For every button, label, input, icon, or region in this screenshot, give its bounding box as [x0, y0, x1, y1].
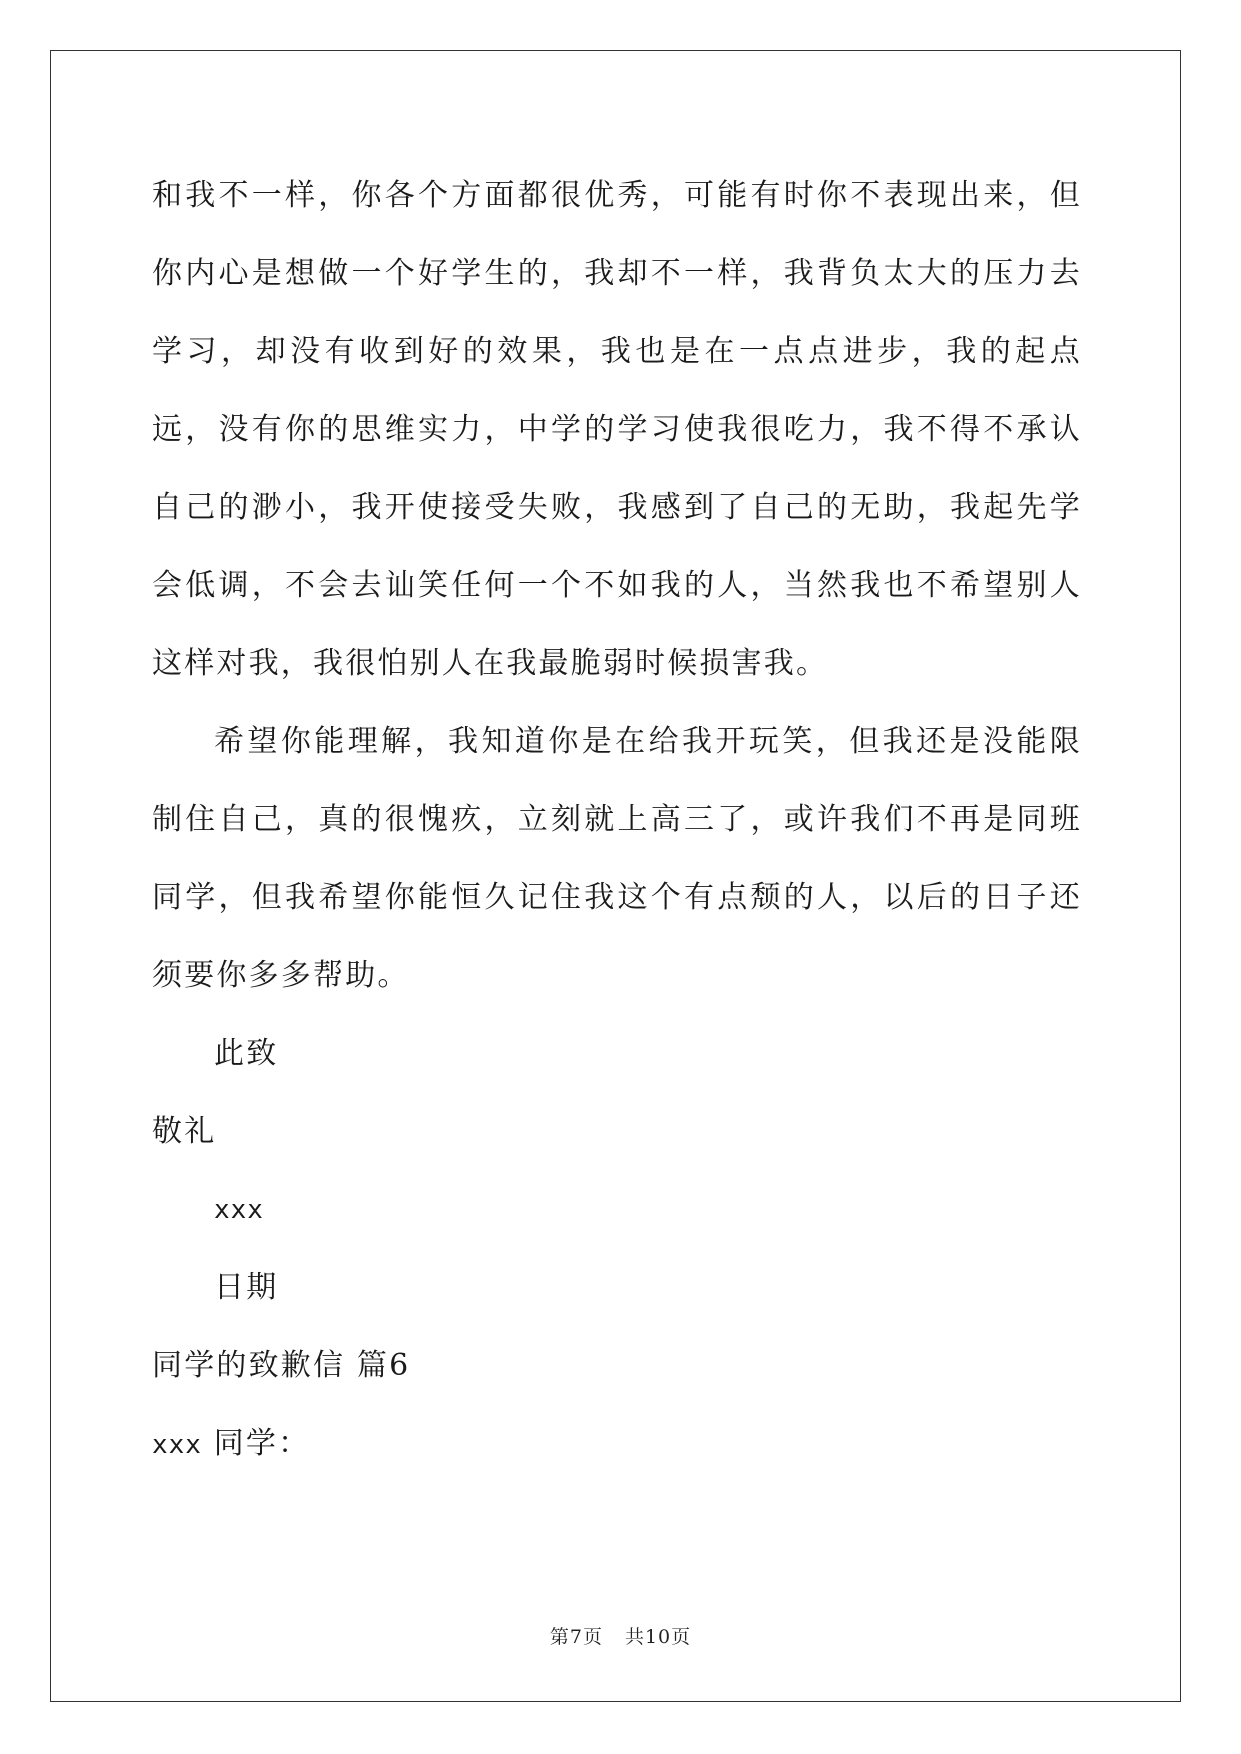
addressee-name: xxx [152, 1430, 202, 1460]
closing-salutation: 此致 [214, 1036, 279, 1071]
closing-regards: 敬礼 [152, 1114, 217, 1149]
section-title: 同学的致歉信 篇6 [152, 1348, 411, 1383]
page-footer [0, 1622, 1241, 1649]
page-number-total: 共10页 [624, 1626, 692, 1648]
addressee-suffix: 同学： [213, 1426, 311, 1461]
addressee-line [152, 1405, 1082, 1484]
date-label: 日期 [214, 1270, 279, 1305]
document-body [152, 157, 1082, 1484]
letter-paragraph-1: 和我不一样，你各个方面都很优秀，可能有时你不表现出来，但你内心是想做一个好学生的，我却不一样，我背负太大的压力去学习，却没有收到好的效果，我也是在一点点进步，我的起点远，没有你的思维实力，中学的学习使我很吃力，我不得不承认自己的渺小，我开使接受失败，我感到了自己的无助，我起先学会低调，不会去讪笑任何一个不如我的人，当然我也不希望别人这样对我，我很怕别人在我最脆弱时候损害我。 [152, 178, 1082, 681]
letter-paragraph-2: 希望你能理解，我知道你是在给我开玩笑，但我还是没能限制住自己，真的很愧疚，立刻就上高三了，或许我们不再是同班同学，但我希望你能恒久记住我这个有点颓的人，以后的日子还须要你多多帮助。 [152, 724, 1082, 993]
signature: xxx [214, 1195, 264, 1225]
page-number-current: 第7页 [549, 1626, 603, 1648]
